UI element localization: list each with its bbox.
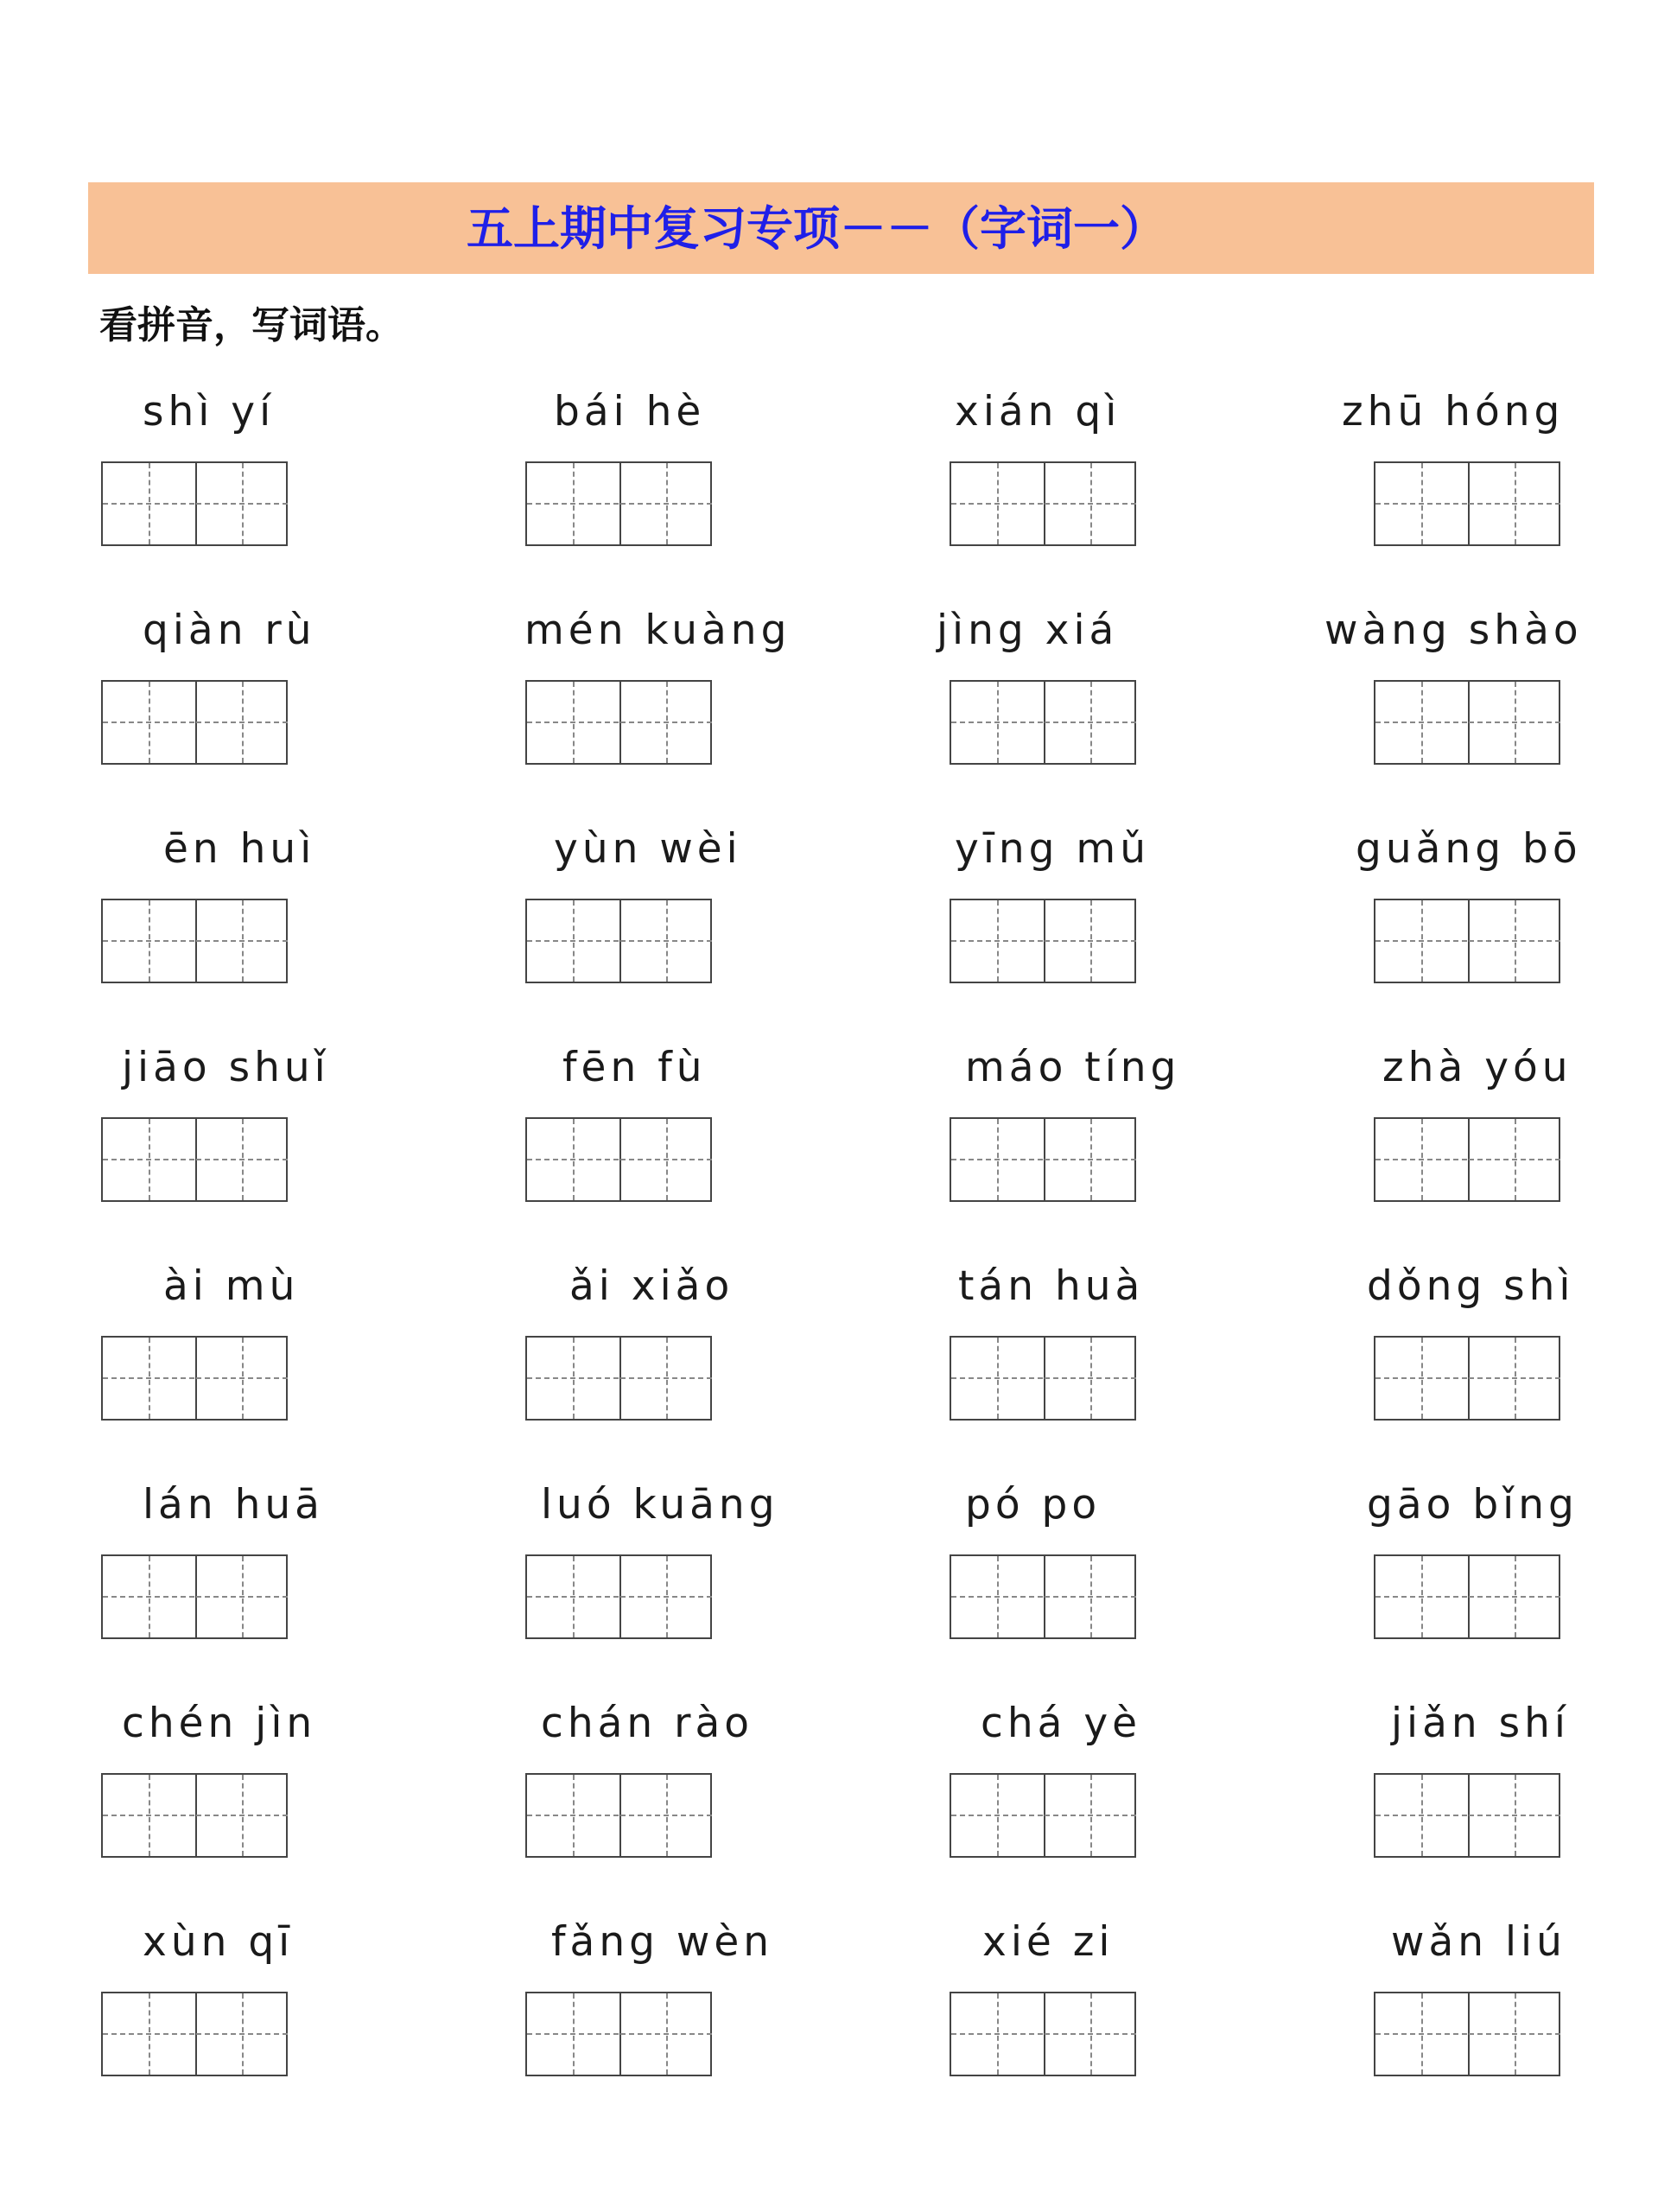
- word-item: [950, 1475, 1295, 1682]
- writing-cell[interactable]: [1469, 1993, 1561, 2075]
- writing-cell[interactable]: [196, 1993, 289, 2075]
- word-item: [1374, 1912, 1677, 2120]
- writing-cell[interactable]: [620, 1338, 713, 1419]
- guide-line-horizontal: [1045, 503, 1136, 505]
- writing-box[interactable]: [101, 680, 288, 765]
- writing-cell[interactable]: [951, 463, 1045, 544]
- writing-cell[interactable]: [527, 1119, 621, 1200]
- writing-cell[interactable]: [1469, 682, 1561, 763]
- writing-box[interactable]: [1374, 1336, 1560, 1421]
- guide-line-horizontal: [196, 1815, 288, 1816]
- guide-line-horizontal: [1045, 721, 1136, 723]
- word-item: [1374, 1038, 1677, 1245]
- pinyin-label: guǎng bō: [1356, 825, 1582, 873]
- pinyin-label: jìng xiá: [937, 607, 1119, 654]
- writing-cell[interactable]: [620, 1556, 713, 1637]
- pinyin-label: tán huà: [958, 1262, 1145, 1310]
- pinyin-label: zhà yóu: [1382, 1044, 1572, 1091]
- writing-cell[interactable]: [103, 900, 197, 982]
- guide-line-horizontal: [1375, 940, 1467, 942]
- writing-cell[interactable]: [951, 1556, 1045, 1637]
- guide-line-horizontal: [527, 940, 619, 942]
- writing-cell[interactable]: [1469, 1556, 1561, 1637]
- pinyin-label: luó kuāng: [541, 1481, 779, 1529]
- writing-cell[interactable]: [620, 1775, 713, 1856]
- writing-cell[interactable]: [951, 1119, 1045, 1200]
- guide-line-horizontal: [951, 1815, 1043, 1816]
- guide-line-horizontal: [527, 1159, 619, 1160]
- word-item: [950, 819, 1295, 1027]
- guide-line-horizontal: [1469, 940, 1560, 942]
- guide-line-horizontal: [527, 1377, 619, 1379]
- guide-line-horizontal: [103, 940, 194, 942]
- pinyin-label: xián qì: [955, 388, 1121, 435]
- word-item: [1367, 1256, 1677, 1464]
- pinyin-label: bái hè: [554, 388, 706, 435]
- writing-box[interactable]: [1374, 899, 1560, 983]
- word-item: [525, 1256, 871, 1464]
- guide-line-horizontal: [103, 2033, 194, 2035]
- word-item: [525, 1694, 871, 1901]
- word-item: [525, 382, 871, 589]
- pinyin-label: qiàn rù: [143, 607, 316, 654]
- word-item: [937, 601, 1295, 808]
- word-item: [101, 1038, 447, 1245]
- writing-cell[interactable]: [1469, 1775, 1561, 1856]
- writing-cell[interactable]: [527, 900, 621, 982]
- guide-line-horizontal: [1375, 1596, 1467, 1598]
- writing-cell[interactable]: [527, 1338, 621, 1419]
- writing-box[interactable]: [525, 1336, 712, 1421]
- guide-line-horizontal: [1469, 503, 1560, 505]
- pinyin-label: xùn qī: [143, 1918, 295, 1966]
- word-item: [525, 601, 871, 808]
- writing-box[interactable]: [1374, 1554, 1560, 1639]
- writing-cell[interactable]: [103, 463, 197, 544]
- guide-line-horizontal: [1045, 2033, 1136, 2035]
- guide-line-horizontal: [620, 1377, 712, 1379]
- pinyin-label: ǎi xiǎo: [569, 1262, 734, 1310]
- writing-cell[interactable]: [1469, 900, 1561, 982]
- writing-cell[interactable]: [620, 682, 713, 763]
- pinyin-label: jiǎn shí: [1391, 1700, 1570, 1747]
- writing-box[interactable]: [1374, 461, 1560, 546]
- guide-line-horizontal: [527, 721, 619, 723]
- guide-line-horizontal: [196, 721, 288, 723]
- writing-box[interactable]: [101, 1554, 288, 1639]
- writing-cell[interactable]: [196, 1119, 289, 1200]
- writing-cell[interactable]: [620, 900, 713, 982]
- word-item: [101, 1256, 447, 1464]
- writing-cell[interactable]: [1045, 1775, 1137, 1856]
- word-item: [525, 1475, 871, 1682]
- guide-line-horizontal: [527, 1596, 619, 1598]
- writing-cell[interactable]: [951, 1775, 1045, 1856]
- pinyin-label: fēn fù: [562, 1044, 707, 1091]
- guide-line-horizontal: [1045, 1159, 1136, 1160]
- writing-cell[interactable]: [1375, 1119, 1470, 1200]
- guide-line-horizontal: [196, 940, 288, 942]
- word-item: [101, 1694, 447, 1901]
- pinyin-label: shì yí: [143, 388, 276, 435]
- word-item: [950, 1694, 1295, 1901]
- writing-box[interactable]: [101, 1336, 288, 1421]
- writing-cell[interactable]: [1045, 900, 1137, 982]
- guide-line-horizontal: [951, 503, 1043, 505]
- word-item: [1367, 1475, 1677, 1682]
- pinyin-label: dǒng shì: [1367, 1262, 1575, 1310]
- writing-box[interactable]: [950, 1336, 1136, 1421]
- guide-line-horizontal: [1375, 1377, 1467, 1379]
- writing-cell[interactable]: [1469, 1119, 1561, 1200]
- writing-box[interactable]: [101, 1117, 288, 1202]
- guide-line-horizontal: [951, 1377, 1043, 1379]
- writing-cell[interactable]: [951, 1338, 1045, 1419]
- guide-line-horizontal: [620, 940, 712, 942]
- writing-cell[interactable]: [1045, 1993, 1137, 2075]
- guide-line-horizontal: [527, 2033, 619, 2035]
- writing-box[interactable]: [525, 461, 712, 546]
- pinyin-label: fǎng wèn: [551, 1918, 774, 1966]
- guide-line-horizontal: [196, 503, 288, 505]
- word-item: [525, 1912, 871, 2120]
- writing-box[interactable]: [950, 1554, 1136, 1639]
- word-item: [101, 1475, 447, 1682]
- guide-line-horizontal: [1469, 1815, 1560, 1816]
- guide-line-horizontal: [620, 2033, 712, 2035]
- guide-line-horizontal: [527, 503, 619, 505]
- writing-cell[interactable]: [527, 1556, 621, 1637]
- writing-box[interactable]: [525, 1773, 712, 1858]
- guide-line-horizontal: [1375, 1159, 1467, 1160]
- writing-cell[interactable]: [1375, 900, 1470, 982]
- word-item: [1342, 382, 1677, 589]
- guide-line-horizontal: [1375, 721, 1467, 723]
- word-item: [101, 819, 447, 1027]
- word-item: [1356, 819, 1677, 1027]
- writing-cell[interactable]: [1375, 463, 1470, 544]
- word-item: [525, 1038, 871, 1245]
- writing-cell[interactable]: [196, 682, 289, 763]
- writing-box[interactable]: [101, 899, 288, 983]
- writing-box[interactable]: [1374, 1117, 1560, 1202]
- writing-cell[interactable]: [196, 1338, 289, 1419]
- pinyin-label: lán huā: [143, 1481, 324, 1529]
- writing-box[interactable]: [525, 1117, 712, 1202]
- writing-box[interactable]: [950, 1117, 1136, 1202]
- guide-line-horizontal: [1375, 503, 1467, 505]
- pinyin-label: wǎn liú: [1391, 1918, 1566, 1966]
- writing-box[interactable]: [950, 899, 1136, 983]
- writing-box[interactable]: [1374, 680, 1560, 765]
- guide-line-horizontal: [1469, 1596, 1560, 1598]
- writing-box[interactable]: [525, 1554, 712, 1639]
- pinyin-label: xié zi: [982, 1918, 1115, 1966]
- word-item: [101, 601, 447, 808]
- guide-line-horizontal: [196, 1596, 288, 1598]
- guide-line-horizontal: [1045, 940, 1136, 942]
- word-item: [525, 819, 871, 1027]
- writing-cell[interactable]: [103, 1556, 197, 1637]
- guide-line-horizontal: [196, 1159, 288, 1160]
- guide-line-horizontal: [196, 2033, 288, 2035]
- writing-cell[interactable]: [1375, 1556, 1470, 1637]
- writing-box[interactable]: [1374, 1992, 1560, 2076]
- writing-cell[interactable]: [1469, 463, 1561, 544]
- guide-line-horizontal: [1469, 2033, 1560, 2035]
- pinyin-label: mén kuàng: [524, 607, 791, 654]
- writing-box[interactable]: [525, 1992, 712, 2076]
- guide-line-horizontal: [196, 1377, 288, 1379]
- guide-line-horizontal: [951, 721, 1043, 723]
- pinyin-label: jiāo shuǐ: [122, 1044, 330, 1091]
- guide-line-horizontal: [951, 940, 1043, 942]
- writing-box[interactable]: [101, 1992, 288, 2076]
- writing-cell[interactable]: [196, 1775, 289, 1856]
- writing-cell[interactable]: [1045, 1556, 1137, 1637]
- guide-line-horizontal: [103, 1596, 194, 1598]
- guide-line-horizontal: [951, 2033, 1043, 2035]
- writing-cell[interactable]: [527, 682, 621, 763]
- writing-cell[interactable]: [1045, 463, 1137, 544]
- writing-cell[interactable]: [1045, 1338, 1137, 1419]
- word-item: [101, 1912, 447, 2120]
- writing-cell[interactable]: [103, 1119, 197, 1200]
- guide-line-horizontal: [620, 1596, 712, 1598]
- writing-box[interactable]: [950, 1773, 1136, 1858]
- writing-cell[interactable]: [103, 682, 197, 763]
- pinyin-label: chán rào: [541, 1700, 754, 1747]
- word-item: [101, 382, 447, 589]
- writing-box[interactable]: [950, 1992, 1136, 2076]
- word-item: [950, 1038, 1295, 1245]
- pinyin-label: yùn wèi: [554, 825, 742, 873]
- writing-cell[interactable]: [196, 463, 289, 544]
- writing-cell[interactable]: [196, 1556, 289, 1637]
- writing-cell[interactable]: [620, 1993, 713, 2075]
- writing-cell[interactable]: [620, 463, 713, 544]
- writing-cell[interactable]: [620, 1119, 713, 1200]
- word-item: [950, 1912, 1295, 2120]
- guide-line-horizontal: [1469, 721, 1560, 723]
- writing-box[interactable]: [525, 899, 712, 983]
- page-title: 五上期中复习专项－－（字词一）: [467, 201, 1166, 256]
- writing-cell[interactable]: [1375, 1993, 1470, 2075]
- guide-line-horizontal: [1375, 1815, 1467, 1816]
- pinyin-label: wàng shào: [1324, 607, 1583, 654]
- writing-cell[interactable]: [1045, 682, 1137, 763]
- pinyin-label: zhū hóng: [1342, 388, 1565, 435]
- pinyin-label: pó po: [965, 1481, 1102, 1529]
- writing-cell[interactable]: [1375, 1338, 1470, 1419]
- writing-box[interactable]: [1374, 1773, 1560, 1858]
- guide-line-horizontal: [1045, 1377, 1136, 1379]
- guide-line-horizontal: [1045, 1596, 1136, 1598]
- guide-line-horizontal: [620, 1159, 712, 1160]
- guide-line-horizontal: [620, 1815, 712, 1816]
- word-item: [1324, 601, 1677, 808]
- pinyin-label: chá yè: [981, 1700, 1142, 1747]
- writing-cell[interactable]: [196, 900, 289, 982]
- writing-cell[interactable]: [103, 1993, 197, 2075]
- pinyin-label: chén jìn: [122, 1700, 317, 1747]
- guide-line-horizontal: [527, 1815, 619, 1816]
- pinyin-label: ēn huì: [163, 825, 316, 873]
- guide-line-horizontal: [103, 1159, 194, 1160]
- word-item: [1374, 1694, 1677, 1901]
- writing-cell[interactable]: [103, 1775, 197, 1856]
- guide-line-horizontal: [1045, 1815, 1136, 1816]
- guide-line-horizontal: [1469, 1159, 1560, 1160]
- guide-line-horizontal: [951, 1596, 1043, 1598]
- writing-cell[interactable]: [951, 900, 1045, 982]
- pinyin-label: gāo bǐng: [1367, 1481, 1579, 1529]
- instruction-text: 看拼音，写词语。: [99, 303, 403, 347]
- writing-cell[interactable]: [1375, 682, 1470, 763]
- guide-line-horizontal: [620, 721, 712, 723]
- pinyin-label: máo tíng: [965, 1044, 1181, 1091]
- pinyin-label: yīng mǔ: [955, 825, 1151, 873]
- writing-box[interactable]: [101, 461, 288, 546]
- writing-cell[interactable]: [1469, 1338, 1561, 1419]
- guide-line-horizontal: [1469, 1377, 1560, 1379]
- writing-cell[interactable]: [951, 682, 1045, 763]
- writing-cell[interactable]: [103, 1338, 197, 1419]
- pinyin-label: ài mù: [163, 1262, 300, 1310]
- guide-line-horizontal: [103, 1377, 194, 1379]
- word-item: [950, 382, 1295, 589]
- writing-box[interactable]: [525, 680, 712, 765]
- guide-line-horizontal: [620, 503, 712, 505]
- writing-cell[interactable]: [1375, 1775, 1470, 1856]
- guide-line-horizontal: [103, 503, 194, 505]
- writing-cell[interactable]: [1045, 1119, 1137, 1200]
- guide-line-horizontal: [951, 1159, 1043, 1160]
- writing-cell[interactable]: [951, 1993, 1045, 2075]
- word-item: [950, 1256, 1295, 1464]
- writing-box[interactable]: [101, 1773, 288, 1858]
- writing-cell[interactable]: [527, 463, 621, 544]
- guide-line-horizontal: [103, 721, 194, 723]
- guide-line-horizontal: [1375, 2033, 1467, 2035]
- writing-box[interactable]: [950, 461, 1136, 546]
- writing-cell[interactable]: [527, 1993, 621, 2075]
- guide-line-horizontal: [103, 1815, 194, 1816]
- writing-cell[interactable]: [527, 1775, 621, 1856]
- writing-box[interactable]: [950, 680, 1136, 765]
